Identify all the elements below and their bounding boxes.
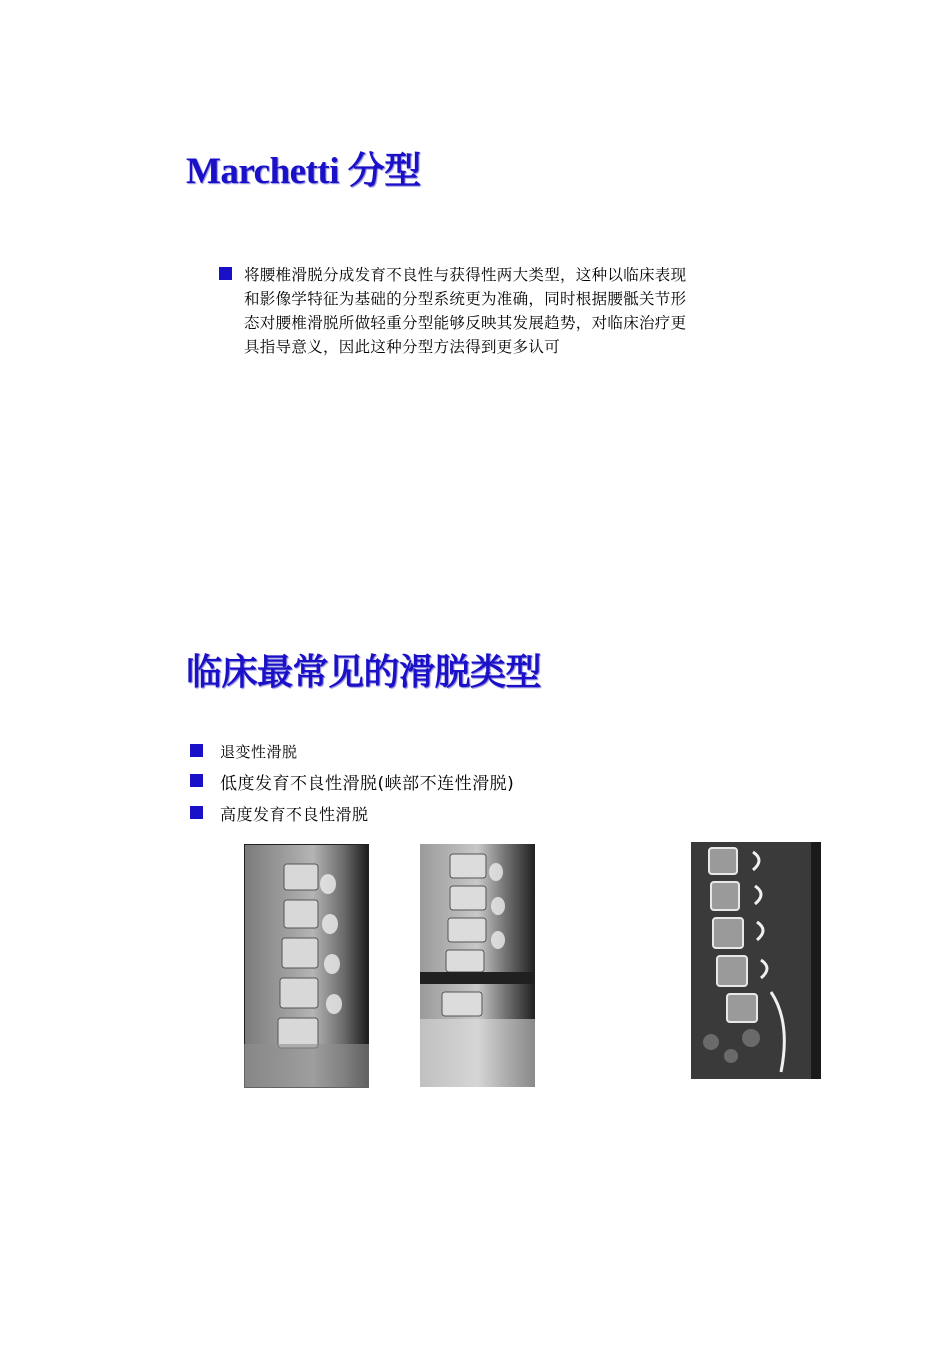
paragraph-line: 和影像学特征为基础的分型系统更为准确，同时根据腰骶关节形 [244,290,687,308]
bullet-square-icon [190,774,203,787]
section-title-common-types: 临床最常见的滑脱类型 [186,652,542,692]
bullet-square-icon [190,744,203,757]
paragraph-line: 态对腰椎滑脱所做轻重分型能够反映其发展趋势，对临床治疗更 [244,314,687,332]
ct-image-high-grade [691,842,821,1079]
bullet-square-icon [219,267,232,280]
bullet-square-icon [190,806,203,819]
paragraph-line: 将腰椎滑脱分成发育不良性与获得性两大类型，这种以临床表现 [244,266,687,284]
paragraph-line: 具指导意义，因此这种分型方法得到更多认可 [244,338,561,356]
list-item-low-grade: 低度发育不良性滑脱(峡部不连性滑脱) [220,774,515,794]
xray-image-degenerative [244,844,369,1088]
list-item-degenerative: 退变性滑脱 [220,743,298,761]
xray-image-low-grade [420,844,535,1087]
section-title-marchetti: Marchetti 分型 [186,151,421,192]
list-item-high-grade: 高度发育不良性滑脱 [220,805,369,824]
marchetti-description [244,263,814,359]
